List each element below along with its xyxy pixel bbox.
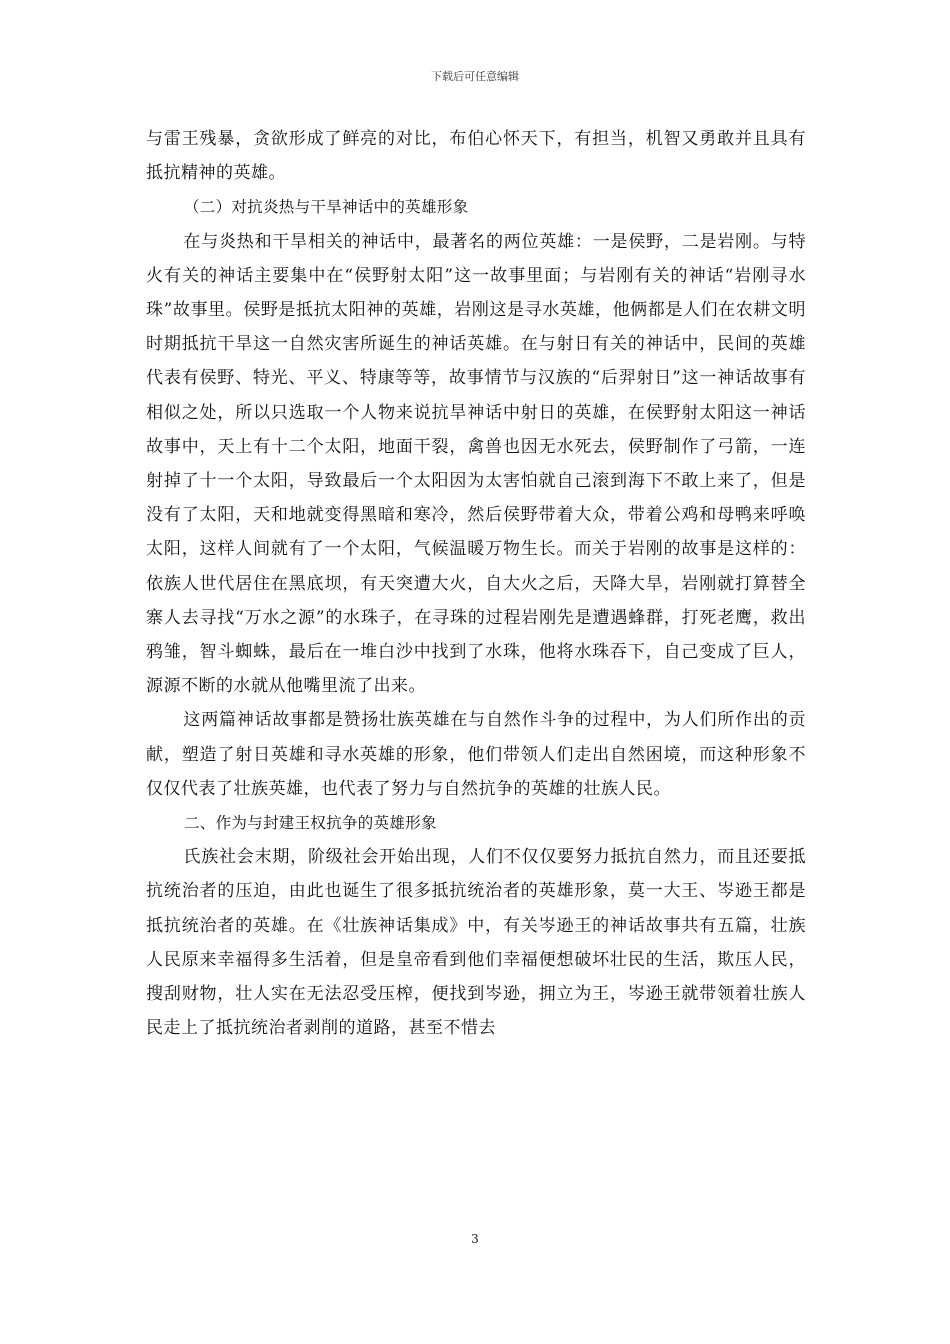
section-heading-2: 二、作为与封建王权抗争的英雄形象	[184, 814, 437, 833]
section-heading-2-2: （二）对抗炎热与干旱神话中的英雄形象	[184, 198, 469, 217]
page-body	[146, 122, 806, 1045]
paragraph-1: 与雷王残暴，贪欲形成了鲜亮的对比，布伯心怀天下，有担当，机智又勇敢并且具有抵抗精神的英雄。	[146, 129, 806, 184]
paragraph-4: 氏族社会末期，阶级社会开始出现，人们不仅仅要努力抵抗自然力，而且还要抵抗统治者的压迫，由此也诞生了很多抵抗统治者的英雄形象，莫一大王、岑逊王都是抵抗统治者的英雄。在《壮族神话集成》中，有关岑逊王的神话故事共有五篇，壮族人民原来幸福得多生活着，但是皇帝看到他们幸福便想破坏壮民的生活，欺压人民，搜刮财物，壮人实在无法忍受压榨，便找到岑逊，拥立为王，岑逊王就带领着壮族人民走上了抵抗统治者剥削的道路，甚至不惜去	[146, 847, 806, 1039]
paragraph-3: 这两篇神话故事都是赞扬壮族英雄在与自然作斗争的过程中，为人们所作出的贡献，塑造了射日英雄和寻水英雄的形象，他们带领人们走出自然困境，而这种形象不仅仅代表了壮族英雄，也代表了努力与自然抗争的英雄的壮族人民。	[146, 710, 806, 799]
page-header: 下载后可任意编辑	[431, 70, 519, 83]
page-number: 3	[471, 1232, 479, 1246]
paragraph-2: 在与炎热和干旱相关的神话中，最著名的两位英雄：一是侯野，二是岩刚。与特火有关的神话主要集中在“侯野射太阳”这一故事里面；与岩刚有关的神话“岩刚寻水珠”故事里。侯野是抵抗太阳神的英雄，岩刚这是寻水英雄，他俩都是人们在农耕文明时期抵抗干旱这一自然灾害所诞生的神话英雄。在与射日有关的神话中，民间的英雄代表有侯野、特光、平义、特康等等，故事情节与汉族的“后羿射日”这一神话故事有相似之处，所以只选取一个人物来说抗旱神话中射日的英雄，在侯野射太阳这一神话故事中，天上有十二个太阳，地面干裂，禽兽也因无水死去，侯野制作了弓箭，一连射掉了十一个太阳，导致最后一个太阳因为太害怕就自己滚到海下不敢上来了，但是没有了太阳，天和地就变得黑暗和寒冷，然后侯野带着大众，带着公鸡和母鸭来呼唤太阳，这样人间就有了一个太阳，气候温暖万物生长。而关于岩刚的故事是这样的：依族人世代居住在黑底坝，有天突遭大火，自大火之后，天降大旱，岩刚就打算替全寨人去寻找“万水之源”的水珠子，在寻珠的过程岩刚先是遭遇蜂群，打死老鹰，救出鸦雏，智斗蜘蛛，最后在一堆白沙中找到了水珠，他将水珠吞下，自己变成了巨人，源源不断的水就从他嘴里流了出来。	[146, 231, 806, 697]
